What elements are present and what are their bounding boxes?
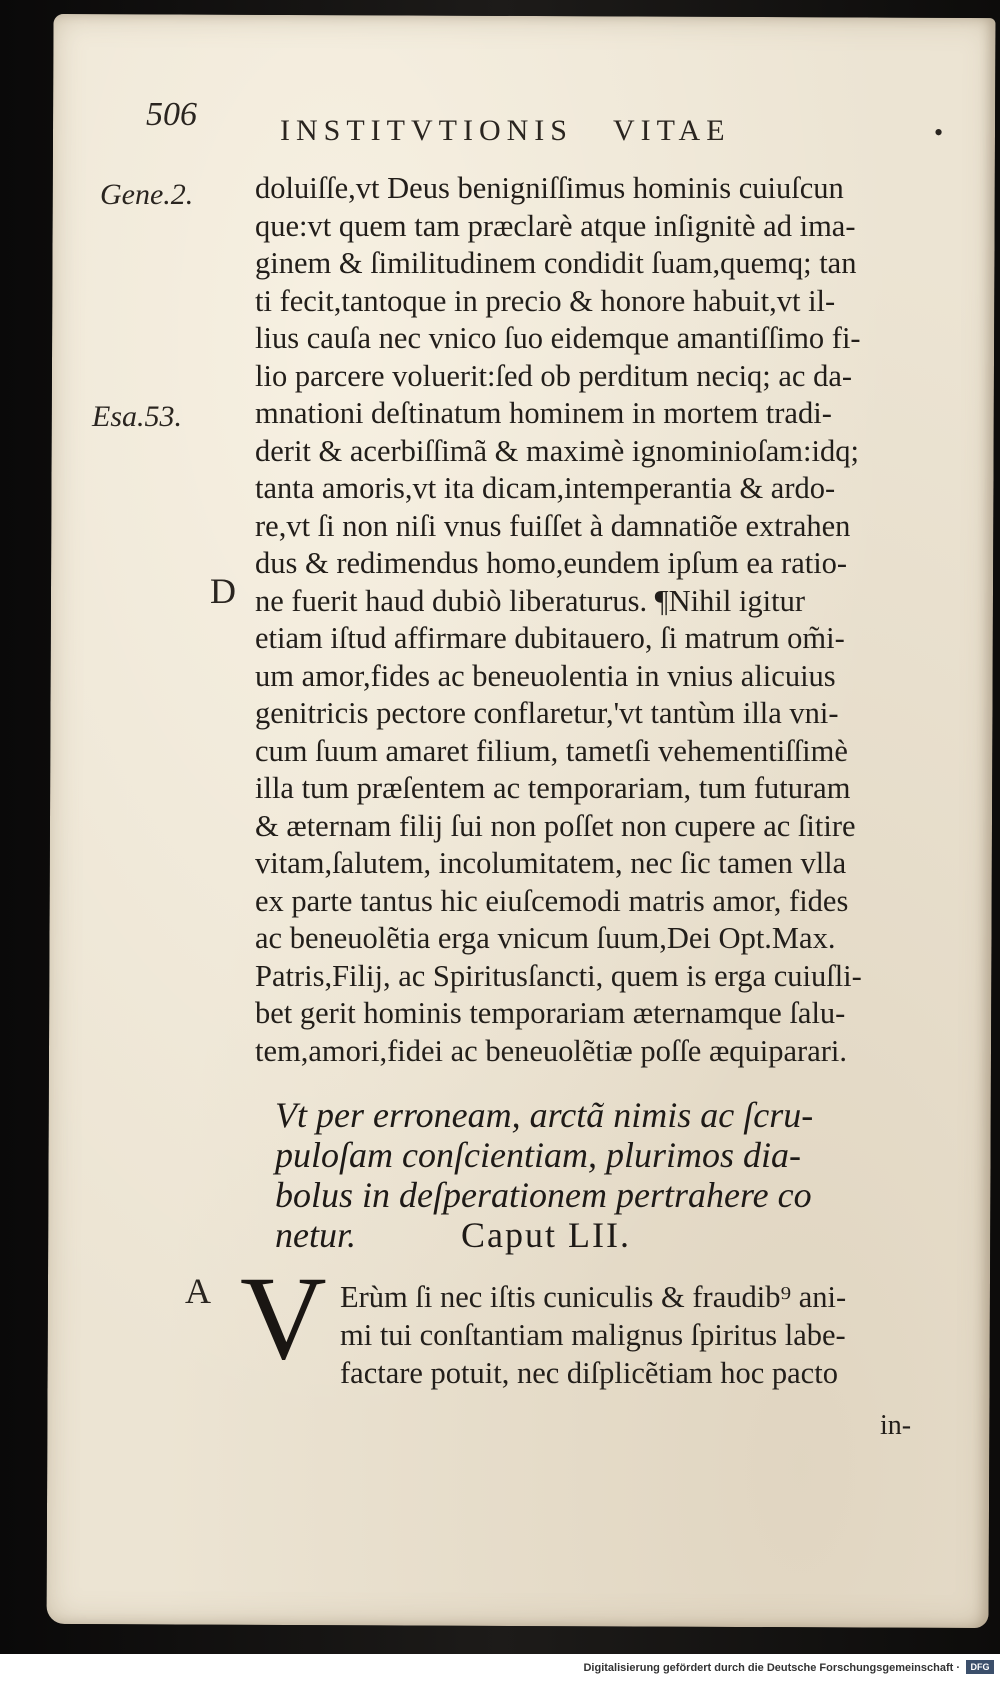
- margin-note-genesis: Gene.2.: [100, 178, 194, 211]
- running-head: [280, 114, 900, 148]
- text-line: & æternam filij ſui non poſſet non cupere ac ſitire: [255, 808, 856, 843]
- chapter-title-line: puloſam conſcientiam, plurimos dia-: [275, 1135, 801, 1175]
- main-paragraph: [255, 170, 955, 1070]
- chapter-label: Caput LII.: [461, 1215, 631, 1255]
- margin-letter-a: A: [185, 1271, 211, 1311]
- page-number: 506: [146, 96, 197, 133]
- text-line: ex parte tantus hic eiuſcemodi matris amor, fides: [255, 883, 849, 918]
- text-line: lius cauſa nec vnico ſuo eidemque amantiſſimo fi-: [255, 321, 861, 355]
- catchword: in-: [880, 1410, 912, 1441]
- chapter-title-line: Vt per erroneam, arctã nimis ac ſcru-: [275, 1095, 814, 1135]
- text-line: tanta amoris,vt ita dicam,intemperantia & ardo-: [255, 471, 836, 505]
- text-line: bet gerit hominis temporariam æternamque ſalu-: [255, 996, 846, 1030]
- text-line: derit & acerbiſſimã & maximè ignominioſam:idq;: [255, 433, 859, 468]
- dfg-logo-icon: DFG: [966, 1660, 994, 1674]
- chapter-title-line: netur.: [275, 1215, 356, 1255]
- text-line: factare potuit, nec diſplicẽtiam hoc pacto: [340, 1356, 838, 1390]
- text-line: ne fuerit haud dubiò liberaturus. ¶Nihil igitur: [255, 583, 805, 618]
- text-line: vitam,ſalutem, incolumitatem, nec ſic tamen vlla: [255, 846, 847, 880]
- text-line: mi tui conſtantiam malignus ſpiritus labe-: [340, 1318, 846, 1352]
- chapter-title-last-line: [275, 1215, 955, 1255]
- text-line: ac beneuolẽtia erga vnicum ſuum,Dei Opt.Max.: [255, 921, 836, 955]
- text-line: genitricis pectore conflaretur,'vt tantùm illa vni-: [255, 696, 839, 730]
- text-line: cum ſuum amaret filium, tametſi vehementiſſimè: [255, 733, 848, 768]
- text-line: mnationi deſtinatum hominem in mortem tradi-: [255, 396, 832, 430]
- text-line: re,vt ſi non niſi vnus fuiſſet à damnatiõe extrahen: [255, 508, 851, 543]
- text-line: etiam iſtud affirmare dubitauero, ſi matrum om̃i-: [255, 621, 845, 655]
- text-line: doluiſſe,vt Deus benigniſſimus hominis cuiuſcun: [255, 171, 844, 205]
- text-line: ti fecit,tantoque in precio & honore habuit,vt il-: [255, 283, 836, 318]
- text-line: um amor,fides ac beneuolentia in vnius alicuius: [255, 658, 836, 693]
- running-head-right: VITAE: [612, 114, 731, 147]
- drop-cap-initial: V: [240, 1251, 327, 1384]
- margin-note-esaias: Esa.53.: [92, 400, 182, 433]
- chapter-title-line: bolus in deſperationem pertrahere co: [275, 1175, 812, 1215]
- running-head-left: INSTITVTIONIS: [280, 114, 573, 147]
- text-line: Erùm ſi nec iſtis cuniculis & fraudib⁹ ani-: [340, 1280, 847, 1314]
- text-line: ginem & ſimilitudinem condidit ſuam,quemq; tan: [255, 246, 857, 280]
- text-line: que:vt quem tam præclarè atque inſignitè ad ima-: [255, 208, 856, 243]
- text-line: Patris,Filij, ac Spiritusſancti, quem is erga cuiuſli-: [255, 958, 862, 993]
- funding-credit: Digitalisierung gefördert durch die Deutsche Forschungsgemeinschaft ·: [583, 1662, 960, 1674]
- text-line: dus & redimendus homo,eundem ipſum ea ratio-: [255, 546, 848, 580]
- second-paragraph: [340, 1278, 960, 1392]
- text-line: tem,amori,fidei ac beneuolẽtiæ poſſe æquiparari.: [255, 1033, 848, 1068]
- text-line: illa tum præſentem ac temporariam, tum futuram: [255, 771, 851, 805]
- chapter-heading: [275, 1095, 955, 1255]
- head-mark: •: [934, 118, 944, 147]
- margin-letter-d: D: [210, 571, 236, 611]
- text-line: lio parcere voluerit:ſed ob perditum neciq; ac da-: [255, 358, 853, 393]
